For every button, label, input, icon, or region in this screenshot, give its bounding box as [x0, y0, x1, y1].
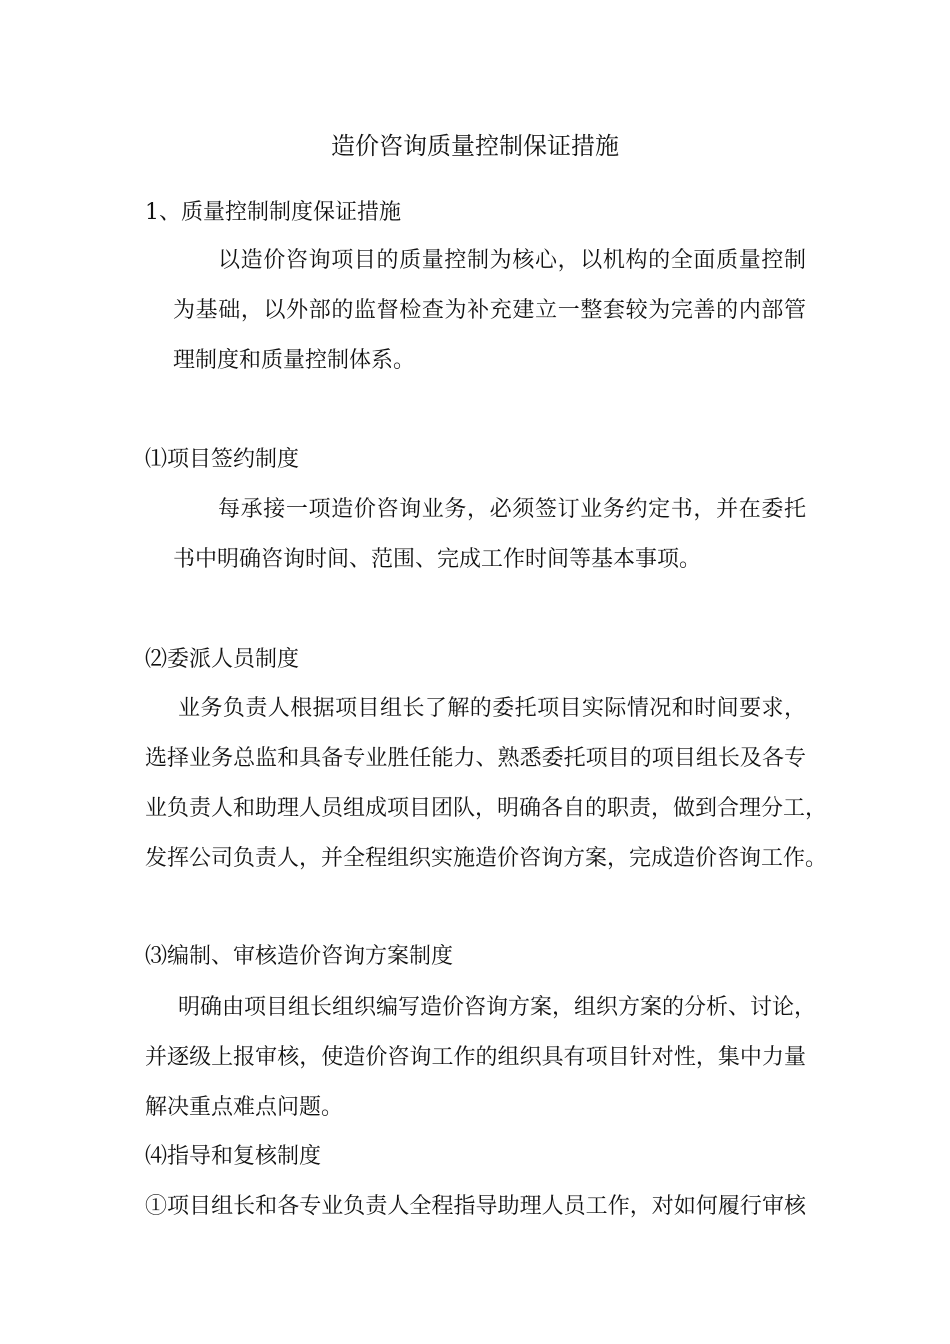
paragraph-line: 为基础，以外部的监督检查为补充建立一整套较为完善的内部管	[173, 298, 806, 323]
page-title: 造价咨询质量控制保证措施	[331, 132, 619, 160]
paragraph-line: 理制度和质量控制体系。	[173, 348, 416, 373]
paragraph-line: 并逐级上报审核，使造价咨询工作的组织具有项目针对性，集中力量	[145, 1045, 806, 1070]
paragraph-line: 业负责人和助理人员组成项目团队，明确各自的职责，做到合理分工，	[145, 796, 828, 821]
paragraph-line: 选择业务总监和具备专业胜任能力、熟悉委托项目的项目组长及各专	[145, 746, 806, 771]
paragraph-line: 发挥公司负责人，并全程组织实施造价咨询方案，完成造价咨询工作。	[145, 846, 828, 871]
item-heading: ⑴项目签约制度	[145, 447, 300, 472]
item-heading: ⑵委派人员制度	[145, 647, 300, 672]
item-heading: ⑷指导和复核制度	[145, 1144, 322, 1169]
paragraph-line: 解决重点难点问题。	[145, 1095, 344, 1120]
paragraph-line: 明确由项目组长组织编写造价咨询方案，组织方案的分析、讨论，	[178, 995, 817, 1020]
paragraph-line: 业务负责人根据项目组长了解的委托项目实际情况和时间要求，	[178, 696, 806, 721]
paragraph-line: 以造价咨询项目的质量控制为核心，以机构的全面质量控制	[218, 248, 806, 273]
item-heading: ⑶编制、审核造价咨询方案制度	[145, 944, 454, 969]
section-heading: 1、质量控制制度保证措施	[145, 200, 401, 225]
paragraph-line: 每承接一项造价咨询业务，必须签订业务约定书，并在委托	[218, 497, 806, 522]
paragraph-line: ①项目组长和各专业负责人全程指导助理人员工作，对如何履行审核	[145, 1194, 806, 1219]
paragraph-line: 书中明确咨询时间、范围、完成工作时间等基本事项。	[173, 547, 702, 572]
